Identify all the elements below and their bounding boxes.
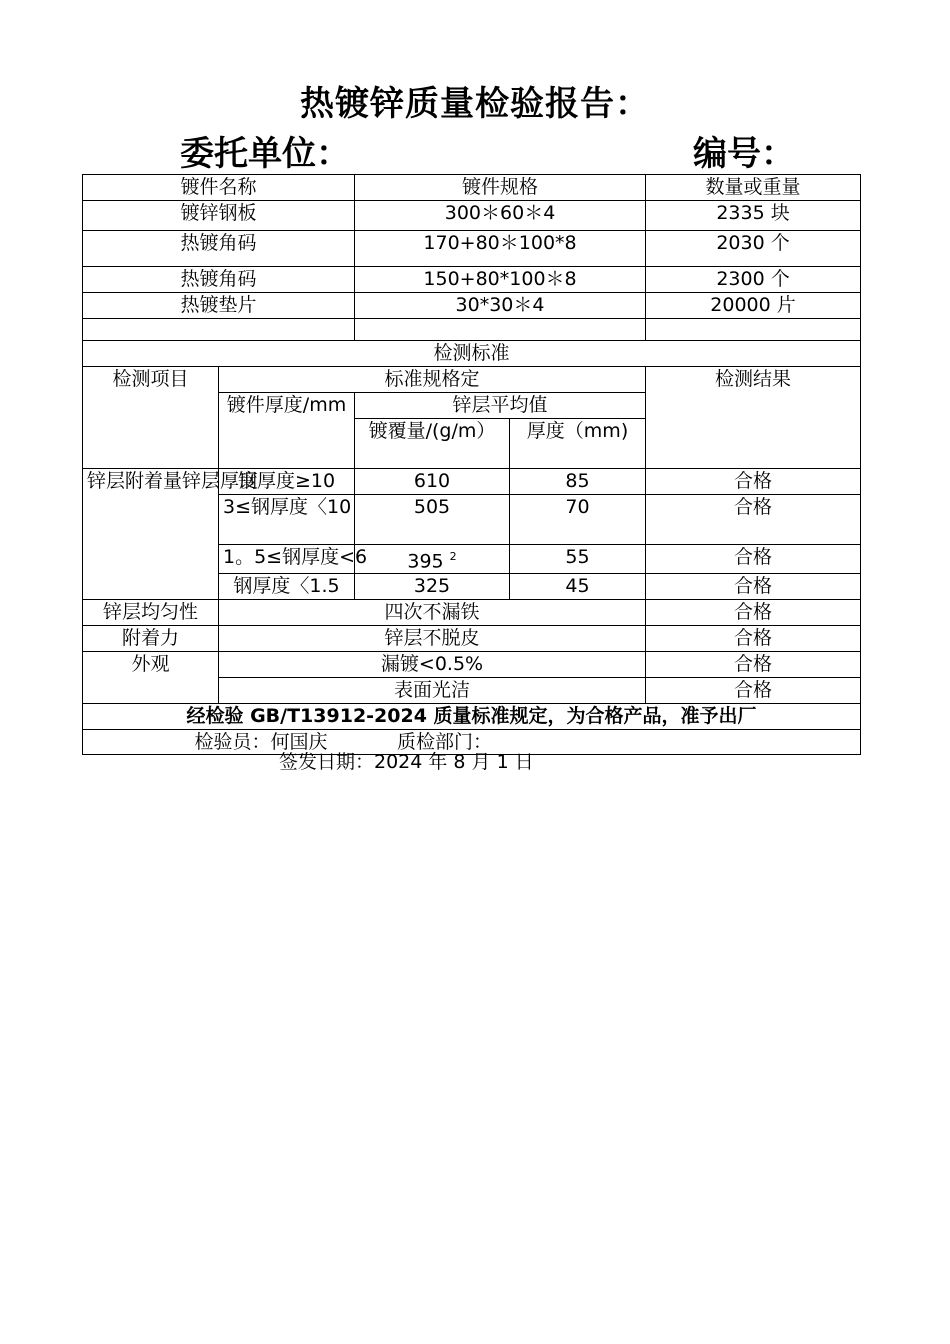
item-spec: 30*30＊4: [355, 293, 646, 319]
zinc-row: [83, 469, 861, 495]
inspection-table: [82, 174, 861, 755]
header-part-spec: 镀件规格: [355, 175, 646, 201]
issue-date: 签发日期：2024 年 8 月 1 日: [279, 751, 534, 773]
appearance-result: 合格: [646, 652, 861, 678]
adhesion-result: 合格: [646, 626, 861, 652]
client-label: 委托单位：: [180, 134, 350, 174]
zinc-group-label: 锌层附着量锌层厚度: [83, 469, 219, 600]
zinc-layer-thickness: 70: [510, 495, 646, 545]
conclusion-row: [83, 704, 861, 730]
item-name: 镀锌钢板: [83, 201, 355, 231]
standard-title-row: [83, 341, 861, 367]
adhesion-label: 附着力: [83, 626, 219, 652]
header-test-item: 检测项目: [83, 367, 219, 469]
uniformity-row: [83, 600, 861, 626]
appearance-row: [83, 652, 861, 678]
item-row: [83, 267, 861, 293]
zinc-layer-thickness: 85: [510, 469, 646, 495]
header-layer-thickness: 厚度（mm): [510, 419, 646, 469]
item-name: 热镀角码: [83, 231, 355, 267]
header-zinc-average: 锌层平均值: [355, 393, 646, 419]
item-quantity: 2300 个: [646, 267, 861, 293]
header-quantity: 数量或重量: [646, 175, 861, 201]
header-part-thickness: 镀件厚度/mm: [219, 393, 355, 469]
empty-cell: [83, 319, 355, 341]
uniformity-standard: 四次不漏铁: [219, 600, 646, 626]
qc-department-label: 质检部门：: [397, 731, 493, 754]
item-quantity: 2030 个: [646, 231, 861, 267]
appearance-standard: 表面光洁: [219, 678, 646, 704]
item-quantity: 2335 块: [646, 201, 861, 231]
items-header-row: [83, 175, 861, 201]
zinc-layer-thickness: 55: [510, 545, 646, 574]
footnote-marker: 2: [449, 550, 457, 563]
zinc-coating-mass: 610: [355, 469, 510, 495]
appearance-label: 外观: [83, 652, 219, 704]
zinc-thickness-range: 钢厚度≥10: [219, 469, 355, 495]
item-name: 热镀角码: [83, 267, 355, 293]
standard-title: 检测标准: [83, 341, 861, 367]
header-coating-mass: 镀覆量/(g/m）: [355, 419, 510, 469]
empty-cell: [355, 319, 646, 341]
empty-cell: [646, 319, 861, 341]
item-spec: 300＊60＊4: [355, 201, 646, 231]
header-standard-spec: 标准规格定: [219, 367, 646, 393]
item-quantity: 20000 片: [646, 293, 861, 319]
zinc-result: 合格: [646, 469, 861, 495]
zinc-coating-mass: 505: [355, 495, 510, 545]
uniformity-label: 锌层均匀性: [83, 600, 219, 626]
zinc-coating-mass-cell: [355, 545, 510, 574]
zinc-result: 合格: [646, 574, 861, 600]
adhesion-row: [83, 626, 861, 652]
zinc-result: 合格: [646, 495, 861, 545]
header-test-result: 检测结果: [646, 367, 861, 469]
report-title: 热镀锌质量检验报告：: [300, 84, 650, 124]
item-name: 热镀垫片: [83, 293, 355, 319]
zinc-coating-mass: 325: [355, 574, 510, 600]
zinc-thickness-range: 钢厚度〈1.5: [219, 574, 355, 600]
uniformity-result: 合格: [646, 600, 861, 626]
conclusion-text: 经检验 GB/T13912-2024 质量标准规定，为合格产品，准予出厂: [83, 704, 861, 730]
zinc-result: 合格: [646, 545, 861, 574]
zinc-thickness-range: 3≤钢厚度〈10: [219, 495, 355, 545]
item-spec: 170+80＊100*8: [355, 231, 646, 267]
zinc-thickness-range: 1。5≤钢厚度<6: [219, 545, 355, 574]
report-number-label: 编号：: [693, 134, 795, 174]
appearance-result: 合格: [646, 678, 861, 704]
zinc-coating-mass: 395: [407, 550, 444, 573]
standard-header-row: [83, 367, 861, 393]
item-spec: 150+80*100＊8: [355, 267, 646, 293]
adhesion-standard: 锌层不脱皮: [219, 626, 646, 652]
item-row: [83, 201, 861, 231]
item-row: [83, 231, 861, 267]
appearance-standard: 漏镀<0.5%: [219, 652, 646, 678]
empty-row: [83, 319, 861, 341]
zinc-layer-thickness: 45: [510, 574, 646, 600]
inspector-label: 检验员：何国庆: [194, 731, 328, 754]
header-part-name: 镀件名称: [83, 175, 355, 201]
item-row: [83, 293, 861, 319]
